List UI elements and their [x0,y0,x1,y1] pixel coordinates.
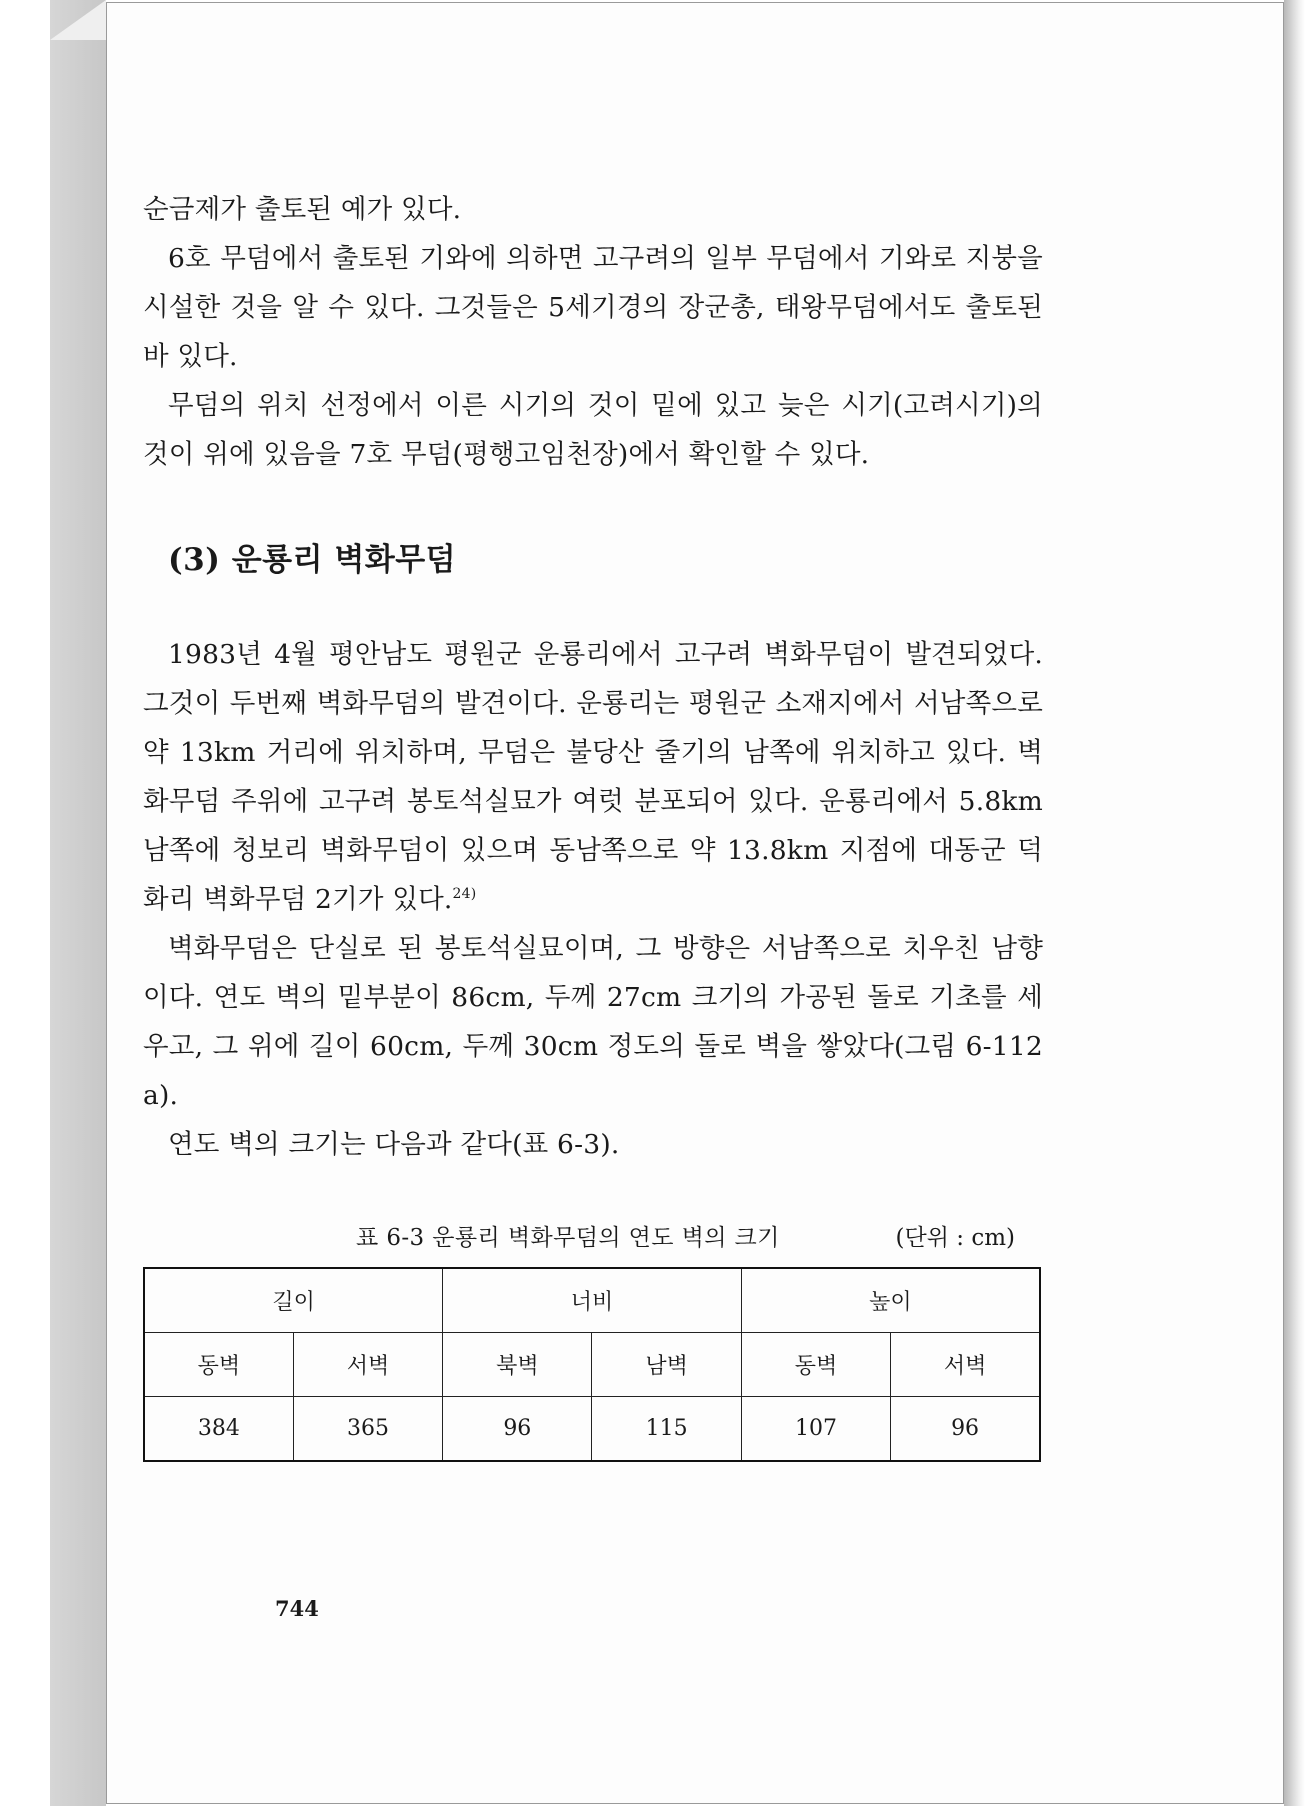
wall-size-table [143,1267,1041,1462]
footnote-marker: 24) [452,886,477,903]
paragraph-3: 무덤의 위치 선정에서 이른 시기의 것이 밑에 있고 늦은 시기(고려시기)의 것이 위에 있음을 7호 무덤(평행고임천장)에서 확인할 수 있다. [143,390,1043,470]
table-group-row [144,1268,1040,1333]
subheader-cell: 남벽 [592,1333,741,1397]
table-value-row [144,1397,1040,1462]
page-number: 744 [275,1596,319,1621]
group-header-width: 너비 [443,1268,742,1333]
paragraph-6: 연도 벽의 크기는 다음과 같다(표 6-3). [168,1129,620,1160]
value-cell: 96 [443,1397,592,1462]
subheader-cell: 서벽 [293,1333,442,1397]
value-cell: 365 [293,1397,442,1462]
page-edge-shadow [1284,0,1305,1806]
table-caption-row [143,1219,1043,1259]
value-cell: 115 [592,1397,741,1462]
paragraph-2: 6호 무덤에서 출토된 기와에 의하면 고구려의 일부 무덤에서 기와로 지붕을 시설한 것을 알 수 있다. 그것들은 5세기경의 장군총, 태왕무덤에서도 출토된 바 있다. [143,243,1043,372]
table-unit: (단위 : cm) [895,1225,1015,1251]
paragraph-main [143,630,1043,924]
section-heading: (3) 운룡리 벽화무덤 [168,542,457,578]
table-caption: 표 6-3 운룡리 벽화무덤의 연도 벽의 크기 [356,1225,780,1251]
value-cell: 384 [144,1397,293,1462]
subheader-cell: 북벽 [443,1333,592,1397]
value-cell: 107 [741,1397,890,1462]
paragraph-1: 순금제가 출토된 예가 있다. [143,194,462,225]
group-header-length: 길이 [144,1268,443,1333]
page-content [143,185,1043,1462]
subheader-cell: 동벽 [144,1333,293,1397]
paragraph-main-text: 1983년 4월 평안남도 평원군 운룡리에서 고구려 벽화무덤이 발견되었다. 그것이 두번째 벽화무덤의 발견이다. 운룡리는 평원군 소재지에서 서남쪽으로 약 13km 거리에 위치하며, 무덤은 불당산 줄기의 남쪽에 위치하고 있다. 벽화무덤 주위에 고구려 봉토석실묘가 여럿 분포되어 있다. 운룡리에서 5.8km 남쪽에 청보리 벽화무덤이 있으며 동남쪽으로 약 13.8km 지점에 대동군 덕화리 벽화무덤 2기가 있다. [143,639,1043,915]
book-spine [50,0,106,1806]
subheader-cell: 동벽 [741,1333,890,1397]
value-cell: 96 [891,1397,1040,1462]
paragraph-5: 벽화무덤은 단실로 된 봉토석실묘이며, 그 방향은 서남쪽으로 치우친 남향이다. 연도 벽의 밑부분이 86cm, 두께 27cm 크기의 가공된 돌로 기초를 세우고, 그 위에 길이 60cm, 두께 30cm 정도의 돌로 벽을 쌓았다(그림 6-112 a). [143,933,1043,1111]
book-spine-top [50,0,106,40]
group-header-height: 높이 [741,1268,1040,1333]
spacer [143,585,1043,630]
subheader-cell: 서벽 [891,1333,1040,1397]
table-subheader-row [144,1333,1040,1397]
